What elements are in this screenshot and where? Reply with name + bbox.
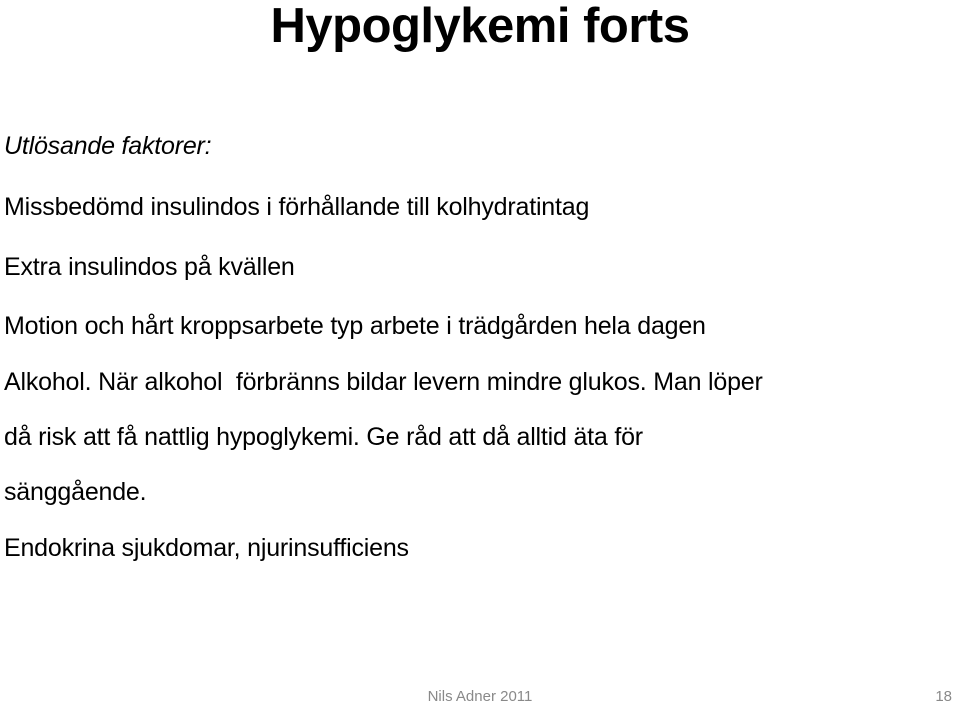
list-item: Missbedömd insulindos i förhållande till kolhydratintag (4, 193, 590, 221)
alcohol-line: då risk att få nattlig hypoglykemi. Ge råd att då alltid äta för (4, 423, 643, 451)
page-number: 18 (935, 688, 952, 705)
footer-author: Nils Adner 2011 (427, 688, 533, 705)
list-item: Endokrina sjukdomar, njurinsufficiens (4, 534, 409, 562)
slide-title-text: Hypoglykemi forts (270, 0, 690, 53)
alcohol-line: Alkohol. När alkohol förbränns bildar levern mindre glukos. Man löper (4, 368, 763, 396)
slide-title (0, 0, 960, 52)
alcohol-line: sänggående. (4, 478, 147, 506)
list-item: Motion och hårt kroppsarbete typ arbete i trädgården hela dagen (4, 312, 706, 340)
list-item: Extra insulindos på kvällen (4, 253, 295, 281)
subheading: Utlösande faktorer: (4, 132, 212, 160)
alcohol-paragraph (4, 367, 954, 532)
